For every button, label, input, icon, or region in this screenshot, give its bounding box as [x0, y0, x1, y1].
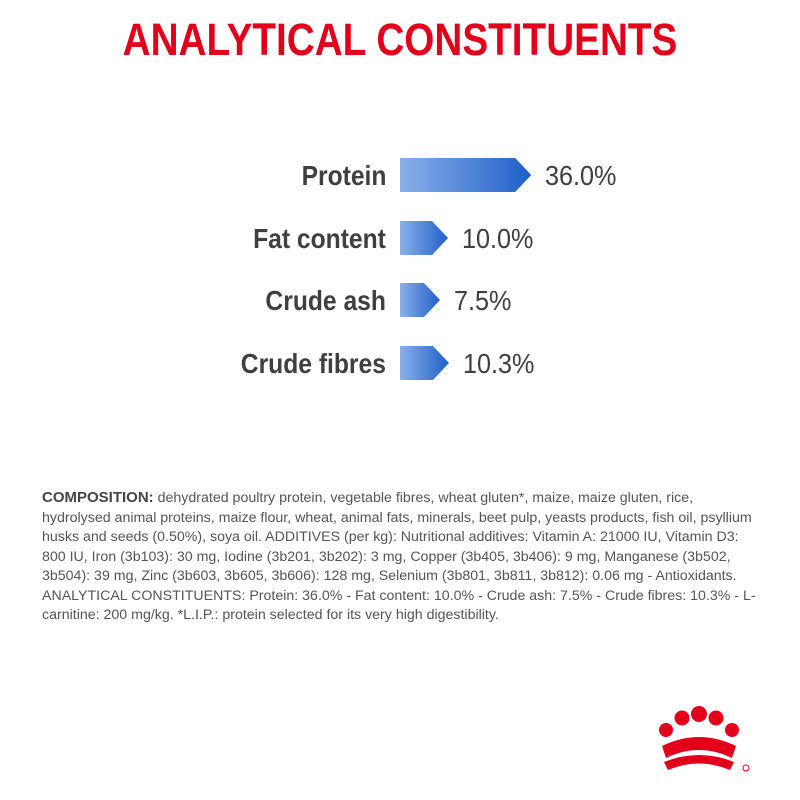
crown-base — [664, 755, 734, 770]
registered-mark — [743, 765, 749, 771]
bar-row — [0, 156, 800, 196]
bar-shape — [400, 221, 448, 255]
crown-dot — [709, 711, 724, 726]
crown-logo-icon — [644, 700, 754, 780]
composition-heading: COMPOSITION: — [42, 489, 154, 506]
bar-category-label: Protein — [301, 160, 386, 191]
bar-chart — [0, 140, 800, 400]
bar-value-label: 10.0% — [462, 223, 534, 254]
bar — [400, 346, 449, 380]
composition-body: dehydrated poultry protein, vegetable fibres, wheat gluten*, maize, maize gluten, rice, hydrolysed animal proteins, maize flour, wheat, animal fats, minerals, beet pulp, yeasts products, fish oil, psyllium husks and seeds (0.50%), soya oil. ADDITIVES (per kg): Nutritional additives: Vitamin A: 21000 IU, Vitamin D3: 800 IU, Iron (3b103): 30 mg, Iodine (3b201, 3b202): 3 mg, Copper (3b405, 3b406): 9 mg, Manganese (3b502, 3b504): 39 mg, Zinc (3b603, 3b605, 3b606): 128 mg, Selenium (3b801, 3b811, 3b812): 0.06 mg - Antioxidants. ANALYTICAL CONSTITUENTS: Protein: 36.0% - Fat content: 10.0% - Crude ash: 7.5% - Crude fibres: 10.3% - L-carnitine: 200 mg/kg. *L.I.P.: protein selected for its very high digestibility. — [42, 490, 756, 623]
bar — [400, 158, 531, 192]
bar-category-label: Fat content — [253, 223, 386, 254]
bar — [400, 283, 440, 317]
bar-shape — [400, 283, 440, 317]
bar-category-label: Crude fibres — [240, 348, 386, 379]
bar-shape — [400, 158, 531, 192]
bar-value-label: 7.5% — [454, 285, 512, 316]
bar — [400, 221, 448, 255]
composition-text — [42, 488, 762, 626]
bar-row — [0, 344, 800, 384]
bar-value-label: 10.3% — [462, 348, 535, 379]
chart-title: ANALYTICAL CONSTITUENTS — [122, 14, 678, 65]
crown-band — [662, 737, 736, 758]
crown-dot — [675, 711, 690, 726]
bar-row — [0, 219, 800, 259]
crown-dot — [691, 706, 707, 722]
bar-shape — [400, 346, 449, 380]
crown-dot — [725, 723, 739, 737]
crown-dot — [659, 723, 673, 737]
bar-category-label: Crude ash — [265, 285, 386, 316]
bar-value-label: 36.0% — [545, 160, 617, 191]
bar-row — [0, 281, 800, 321]
